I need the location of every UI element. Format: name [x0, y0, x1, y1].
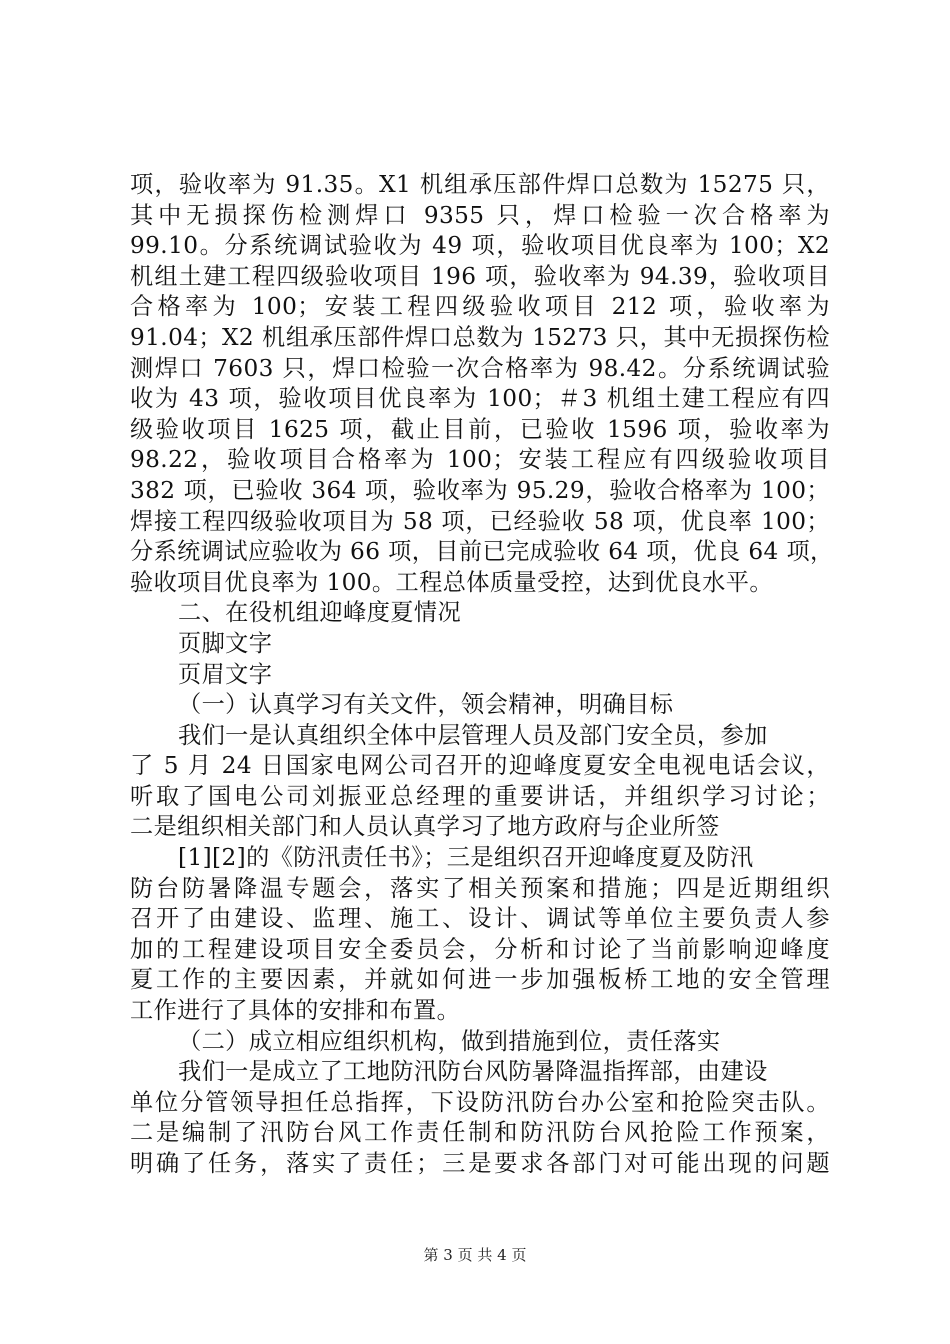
text-line: 382 项，已验收 364 项，验收率为 95.29，验收合格率为 100； [130, 476, 830, 504]
text-line: 明确了任务，落实了责任；三是要求各部门对可能出现的问题 [130, 1150, 830, 1177]
text-line: 加的工程建设项目安全委员会，分析和讨论了当前影响迎峰度 [130, 935, 830, 963]
document-body [130, 170, 834, 1180]
text-line: 测焊口 7603 只，焊口检验一次合格率为 98.42。分系统调试验 [130, 354, 830, 382]
text-line: 99.10。分系统调试验收为 49 项，验收项目优良率为 100；X2 [130, 232, 830, 260]
text-line: 我们一是成立了工地防汛防台风防暑降温指挥部，由建设 [178, 1058, 768, 1086]
text-line: 91.04；X2 机组承压部件焊口总数为 15273 只，其中无损探伤检 [130, 323, 830, 351]
text-line: 召开了由建设、监理、施工、设计、调试等单位主要负责人参 [130, 905, 830, 933]
text-line: 二是编制了汛防台风工作责任制和防汛防台风抢险工作预案， [130, 1119, 830, 1147]
text-line: 其中无损探伤检测焊口 9355 只，焊口检验一次合格率为 [130, 201, 830, 229]
text-line: 工作进行了具体的安排和布置。 [130, 997, 461, 1025]
page-number-footer: 第 3 页 共 4 页 [423, 1246, 527, 1264]
text-line: 单位分管领导担任总指挥，下设防汛防台办公室和抢险突击队。 [130, 1088, 830, 1116]
text-line: 98.22，验收项目合格率为 100；安装工程应有四级验收项目 [130, 446, 830, 474]
header-placeholder-text: 页眉文字 [178, 660, 273, 688]
text-line: 我们一是认真组织全体中层管理人员及部门安全员，参加 [178, 721, 768, 749]
text-line: 机组土建工程四级验收项目 196 项，验收率为 94.39，验收项目 [130, 262, 830, 290]
text-line: 防台防暑降温专题会，落实了相关预案和措施；四是近期组织 [130, 874, 830, 902]
section-heading: 二、在役机组迎峰度夏情况 [178, 599, 462, 627]
text-line: 夏工作的主要因素，并就如何进一步加强板桥工地的安全管理 [130, 966, 830, 994]
text-line: 二是组织相关部门和人员认真学习了地方政府与企业所签 [130, 813, 720, 841]
text-line: 项，验收率为 91.35。X1 机组承压部件焊口总数为 15275 只， [130, 171, 830, 198]
text-line: 听取了国电公司刘振亚总经理的重要讲话，并组织学习讨论； [130, 782, 830, 810]
text-line: 分系统调试应验收为 66 项，目前已完成验收 64 项，优良 64 项， [130, 538, 834, 566]
text-line: 了 5 月 24 日国家电网公司召开的迎峰度夏安全电视电话会议， [130, 752, 830, 780]
text-line: 验收项目优良率为 100。工程总体质量受控，达到优良水平。 [130, 568, 773, 596]
subsection-heading: （一）认真学习有关文件，领会精神，明确目标 [178, 691, 674, 719]
text-line: 合格率为 100；安装工程四级验收项目 212 项，验收率为 [130, 293, 831, 321]
text-line: 级验收项目 1625 项，截止目前，已验收 1596 项，验收率为 [130, 415, 830, 443]
text-line: 收为 43 项，验收项目优良率为 100；＃3 机组土建工程应有四 [130, 385, 830, 413]
footer-placeholder-text: 页脚文字 [178, 629, 273, 657]
subsection-heading: （二）成立相应组织机构，做到措施到位，责任落实 [178, 1027, 721, 1055]
text-line: [1][2]的《防汛责任书》；三是组织召开迎峰度夏及防汛 [178, 844, 754, 872]
text-line: 焊接工程四级验收项目为 58 项，已经验收 58 项，优良率 100； [130, 507, 830, 535]
